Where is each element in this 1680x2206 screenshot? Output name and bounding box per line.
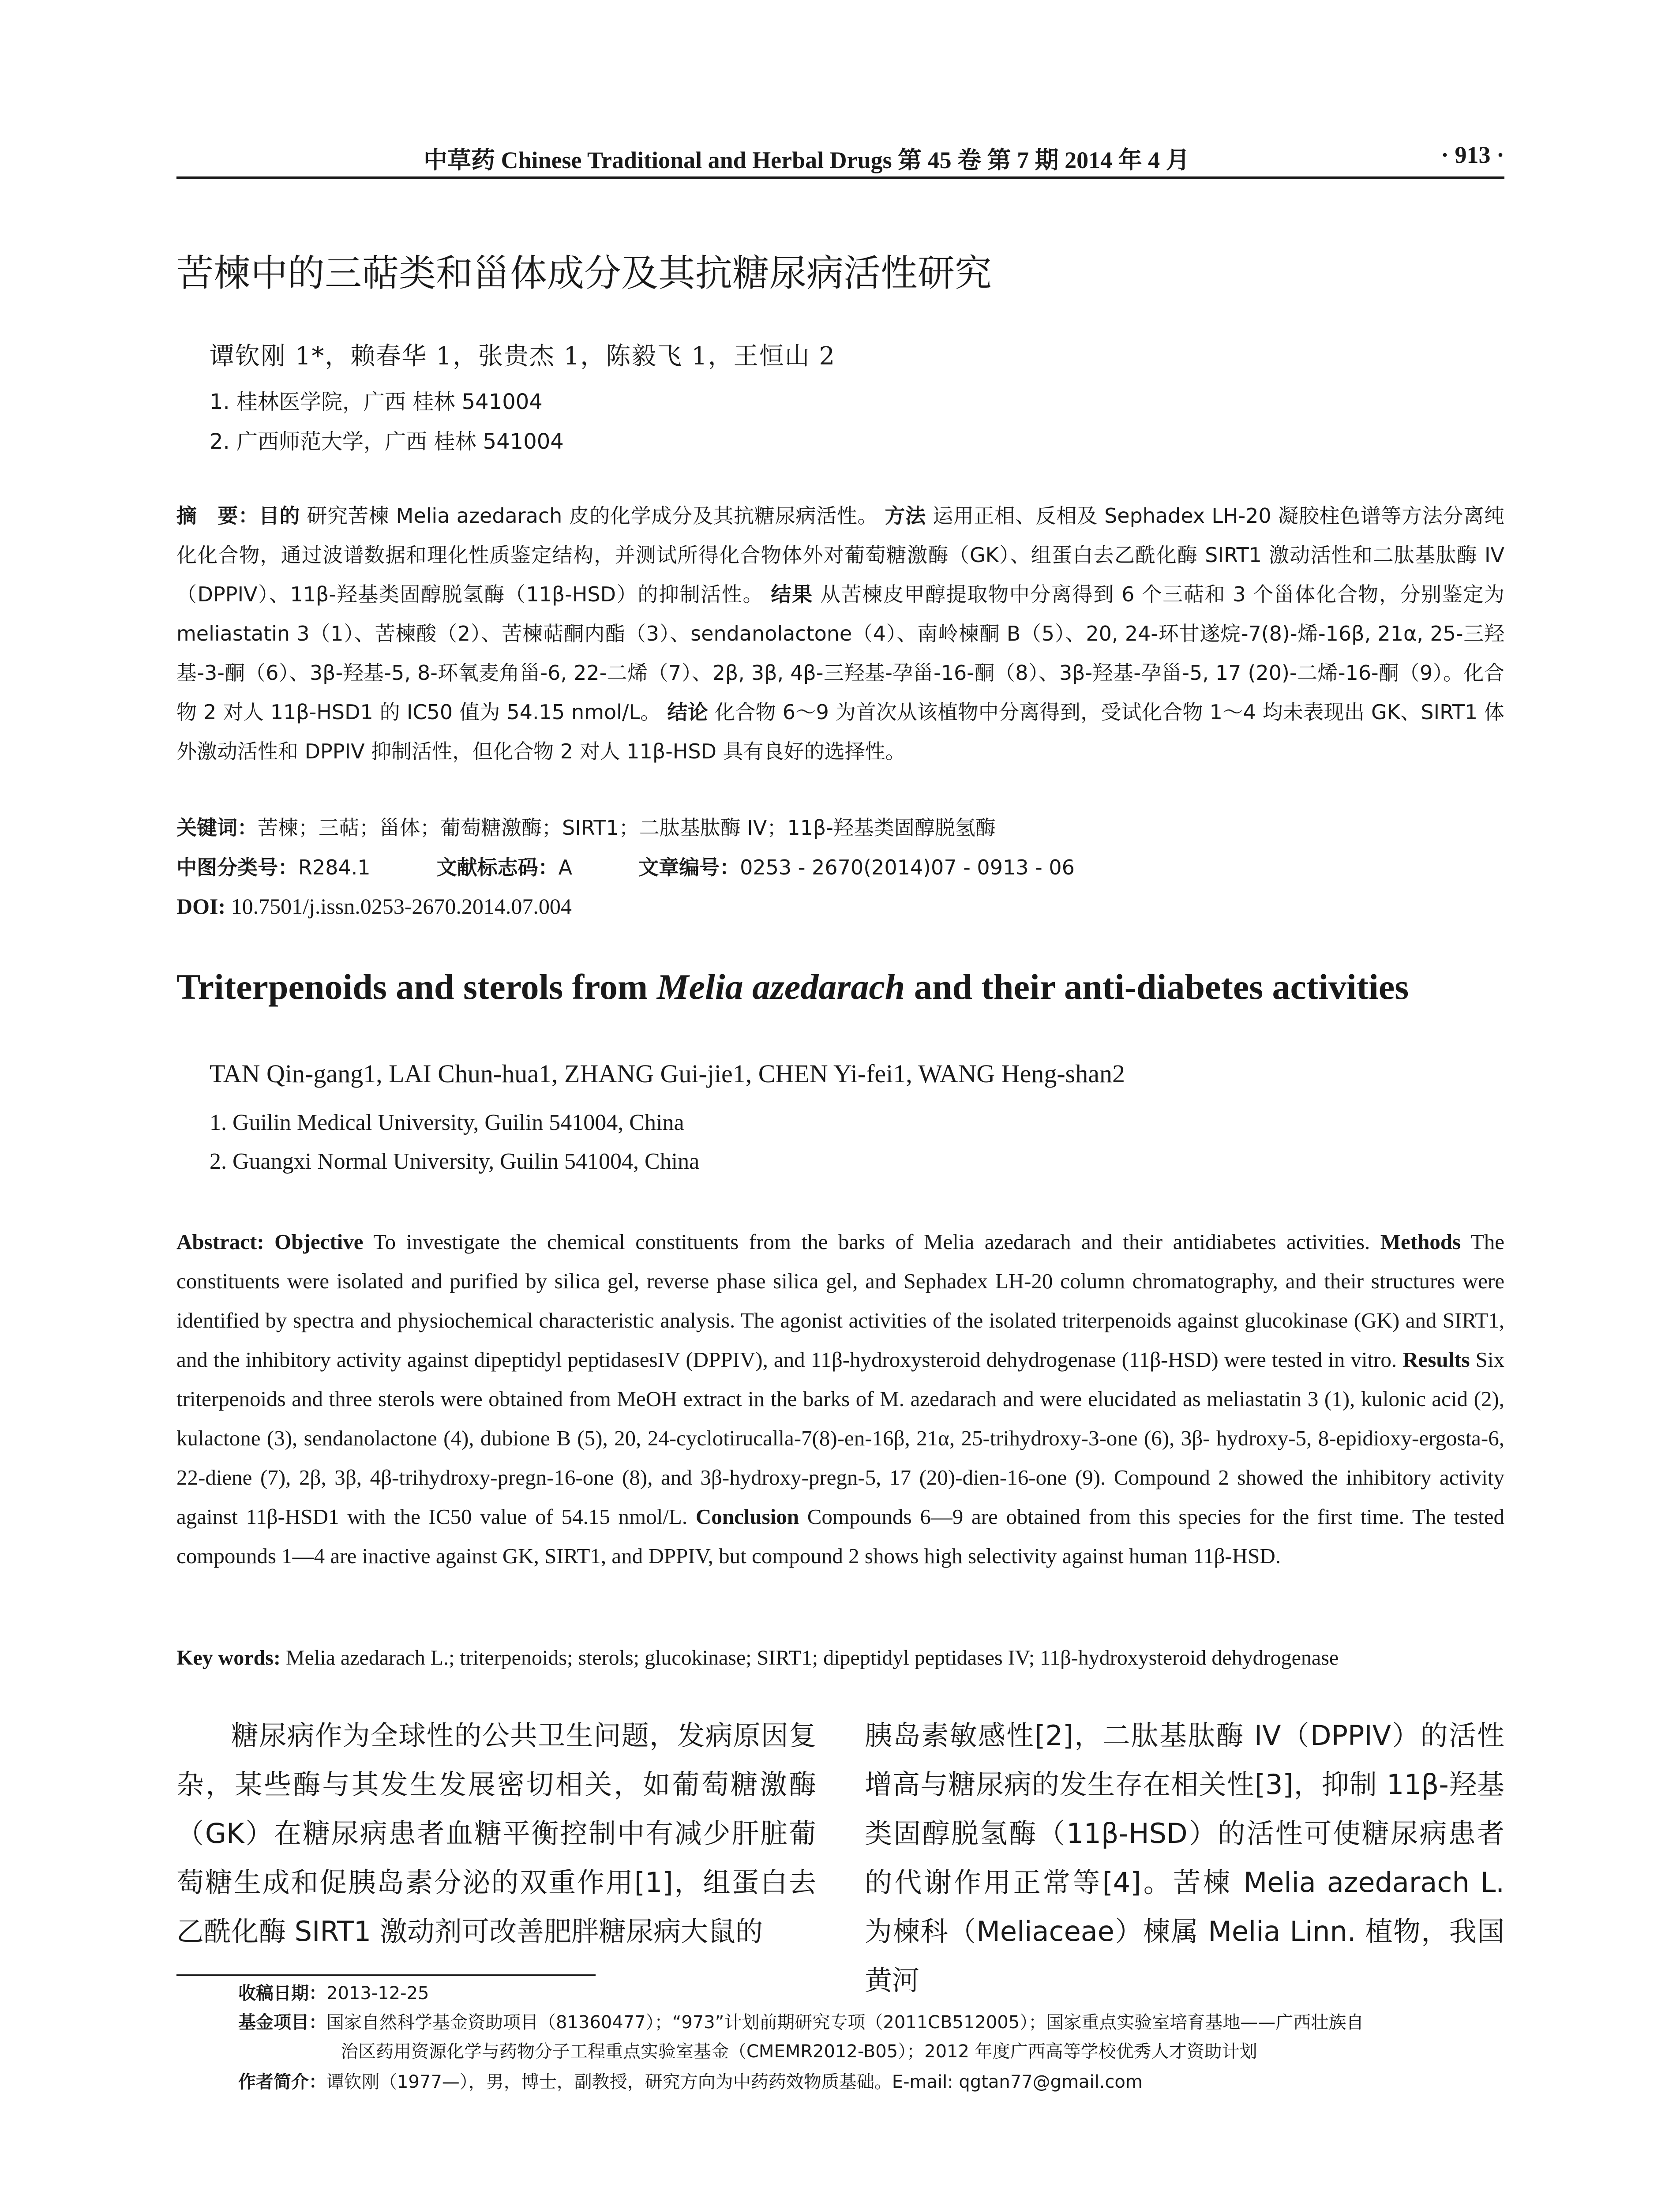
- affiliation-1-cn: 1. 桂林医学院，广西 桂林 541004: [210, 390, 543, 414]
- body-column-right: 胰岛素敏感性[2]，二肽基肽酶 IV（DPPIV）的活性增高与糖尿病的发生存在相关性[3]，抑制 11β-羟基类固醇脱氢酶（11β-HSD）的活性可使糖尿病患者的代谢作用正常等[4]。苦楝 Melia azedarach L. 为楝科（Meliaceae）楝属 Melia Linn. 植物，我国黄河: [865, 1719, 1504, 1996]
- conclusion-label-en: Conclusion: [695, 1504, 799, 1529]
- results-label-cn: 结果: [771, 582, 813, 606]
- affiliation-2-cn: 2. 广西师范大学，广西 桂林 541004: [210, 429, 564, 454]
- title-en-part-a: Triterpenoids and sterols from: [176, 967, 657, 1007]
- methods-label-cn: 方法: [885, 504, 926, 528]
- conclusion-label-cn: 结论: [667, 700, 709, 724]
- abstract-objective-cn: 研究苦楝 Melia azedarach 皮的化学成分及其抗糖尿病活性。: [307, 504, 878, 528]
- results-cn: 从苦楝皮甲醇提取物中分离得到 6 个三萜和 3 个甾体化合物，分别鉴定为 meliastatin 3（1）、苦楝酸（2）、苦楝萜酮内酯（3）、sendanolactone（4）、南岭楝酮 B（5）、20, 24-环甘遂烷-7(8)-烯-16β, 21α, 25-三羟基-3-酮（6）、3β-羟基-5, 8-环氧麦角甾-6, 22-二烯（7）、2β, 3β, 4β-三羟基-孕甾-16-酮（8）、3β-羟基-孕甾-5, 17 (20)-二烯-16-酮（9）。化合物 2 对人 11β-HSD1 的 IC50 值为 54.15 nmol/L。: [176, 582, 1505, 724]
- objective-en: To investigate the chemical constituents from the barks of Melia azedarach and their antidiabetes activities.: [373, 1230, 1370, 1254]
- doi-label: DOI:: [176, 894, 226, 919]
- footnote-author: [238, 2067, 1143, 2097]
- classification-line: [176, 848, 1504, 887]
- results-en: Six triterpenoids and three sterols were obtained from MeOH extract in the barks of M. azedarach and were elucidated as meliastatin 3 (1), kulonic acid (2), kulactone (3), sendanolactone (4), dubione B (5), 20, 24-cyclotirucalla-7(8)-en-16β, 21α, 25-trihydroxy-3-one (6), 3β- hydroxy-5, 8-epidioxy-ergosta-6, 22-diene (7), 2β, 3β, 4β-trihydroxy-pregn-16-one (8), and 3β-hydroxy-pregn-5, 17 (20)-dien-16-one (9). Compound 2 showed the inhibitory activity against 11β-HSD1 with the IC50 value of 54.15 nmol/L.: [176, 1347, 1505, 1529]
- footnote-received: [238, 1979, 429, 2008]
- footnote-fund: [238, 2008, 1504, 2066]
- running-header: [176, 140, 1504, 176]
- clc-label: 中图分类号：: [176, 855, 298, 879]
- received-label: 收稿日期：: [238, 1983, 326, 2003]
- results-label-en: Results: [1402, 1347, 1470, 1372]
- article-no-value: 0253 - 2670(2014)07 - 0913 - 06: [740, 855, 1075, 879]
- abstract-en: [176, 1222, 1504, 1576]
- authors-cn: 谭钦刚 1*，赖春华 1，张贵杰 1，陈毅飞 1，王恒山 2: [210, 342, 836, 371]
- abstract-label-cn: 摘 要：目的: [176, 504, 300, 528]
- doi-line: [176, 887, 1504, 926]
- fund-text-1: 国家自然科学基金资助项目（81360477）；“973”计划前期研究专项（2011CB512005）；国家重点实验室培育基地——广西壮族自: [326, 2012, 1364, 2033]
- keywords-label-en: Key words:: [176, 1646, 281, 1670]
- title-en-species: Melia azedarach: [656, 967, 905, 1007]
- title-cn: 苦楝中的三萜类和甾体成分及其抗糖尿病活性研究: [176, 251, 992, 295]
- footnote-rule: [176, 1974, 596, 1976]
- authors-en: TAN Qin-gang1, LAI Chun-hua1, ZHANG Gui-jie1, CHEN Yi-fei1, WANG Heng-shan2: [210, 1059, 1125, 1088]
- page-number: · 913 ·: [1440, 142, 1504, 168]
- keywords-text-cn: 苦楝；三萜；甾体；葡萄糖激酶；SIRT1；二肽基肽酶 IV；11β-羟基类固醇脱氢酶: [258, 816, 996, 840]
- received-date: 2013-12-25: [326, 1983, 429, 2003]
- fund-label: 基金项目：: [238, 2012, 326, 2033]
- author-bio: 谭钦刚（1977—），男，博士，副教授，研究方向为中药药效物质基础。E-mail: qgtan77@gmail.com: [326, 2072, 1143, 2092]
- title-en-part-b: and their anti-diabetes activities: [905, 967, 1409, 1007]
- header-rule: [176, 176, 1504, 179]
- affiliation-1-en: 1. Guilin Medical University, Guilin 541004, China: [210, 1110, 684, 1135]
- fund-text-2: 治区药用资源化学与药物分子工程重点实验室基金（CMEMR2012-B05）；2012 年度广西高等学校优秀人才资助计划: [341, 2041, 1257, 2062]
- keywords-cn: [176, 808, 1504, 848]
- doi-value: 10.7501/j.issn.0253-2670.2014.07.004: [231, 894, 572, 919]
- article-no-label: 文章编号：: [638, 855, 740, 879]
- methods-en: The constituents were isolated and purified by silica gel, reverse phase silica gel, and Sephadex LH-20 column chromatography, and their structures were identified by spectra and physiochemical characteristic analysis. The agonist activities of the isolated triterpenoids against glucokinase (GK) and SIRT1, and the inhibitory activity against dipeptidyl peptidasesIV (DPPIV), and 11β-hydroxysteroid dehydrogenase (11β-HSD) were tested in vitro.: [176, 1230, 1505, 1372]
- body-column-left: 糖尿病作为全球性的公共卫生问题，发病原因复杂，某些酶与其发生发展密切相关，如葡萄糖激酶（GK）在糖尿病患者血糖平衡控制中有减少肝脏葡萄糖生成和促胰岛素分泌的双重作用[1]，组蛋白去乙酰化酶 SIRT1 激动剂可改善肥胖糖尿病大鼠的: [176, 1719, 816, 1947]
- author-bio-label: 作者简介：: [238, 2072, 326, 2092]
- doc-code-value: A: [558, 855, 573, 879]
- journal-header: 中草药 Chinese Traditional and Herbal Drugs 第 45 卷 第 7 期 2014 年 4 月: [424, 147, 1190, 173]
- conclusion-en: Compounds 6—9 are obtained from this species for the first time. The tested compounds 1—4 are inactive against GK, SIRT1, and DPPIV, but compound 2 shows high selectivity against human 11β-HSD.: [176, 1504, 1505, 1568]
- conclusion-cn: 化合物 6～9 为首次从该植物中分离得到，受试化合物 1～4 均未表现出 GK、SIRT1 体外激动活性和 DPPIV 抑制活性，但化合物 2 对人 11β-HSD 具有良好的选择性。: [176, 700, 1505, 763]
- doc-code-label: 文献标志码：: [436, 855, 559, 879]
- abstract-label-en: Abstract: Objective: [176, 1230, 364, 1254]
- affiliation-2-en: 2. Guangxi Normal University, Guilin 541004, China: [210, 1149, 700, 1174]
- title-en: [176, 966, 1409, 1008]
- methods-cn: 运用正相、反相及 Sephadex LH-20 凝胶柱色谱等方法分离纯化化合物，通过波谱数据和理化性质鉴定结构，并测试所得化合物体外对葡萄糖激酶（GK）、组蛋白去乙酰化酶 SIRT1 激动活性和二肽基肽酶 IV（DPPIV）、11β-羟基类固醇脱氢酶（11β-HSD）的抑制活性。: [176, 504, 1505, 606]
- clc-value: R284.1: [298, 855, 371, 879]
- keywords-text-en: Melia azedarach L.; triterpenoids; sterols; glucokinase; SIRT1; dipeptidyl peptidases IV; 11β-hydroxysteroid dehydrogenase: [285, 1646, 1339, 1670]
- abstract-cn: [176, 496, 1504, 771]
- methods-label-en: Methods: [1380, 1230, 1461, 1254]
- keywords-en: [176, 1646, 1504, 1670]
- keywords-label-cn: 关键词：: [176, 816, 258, 840]
